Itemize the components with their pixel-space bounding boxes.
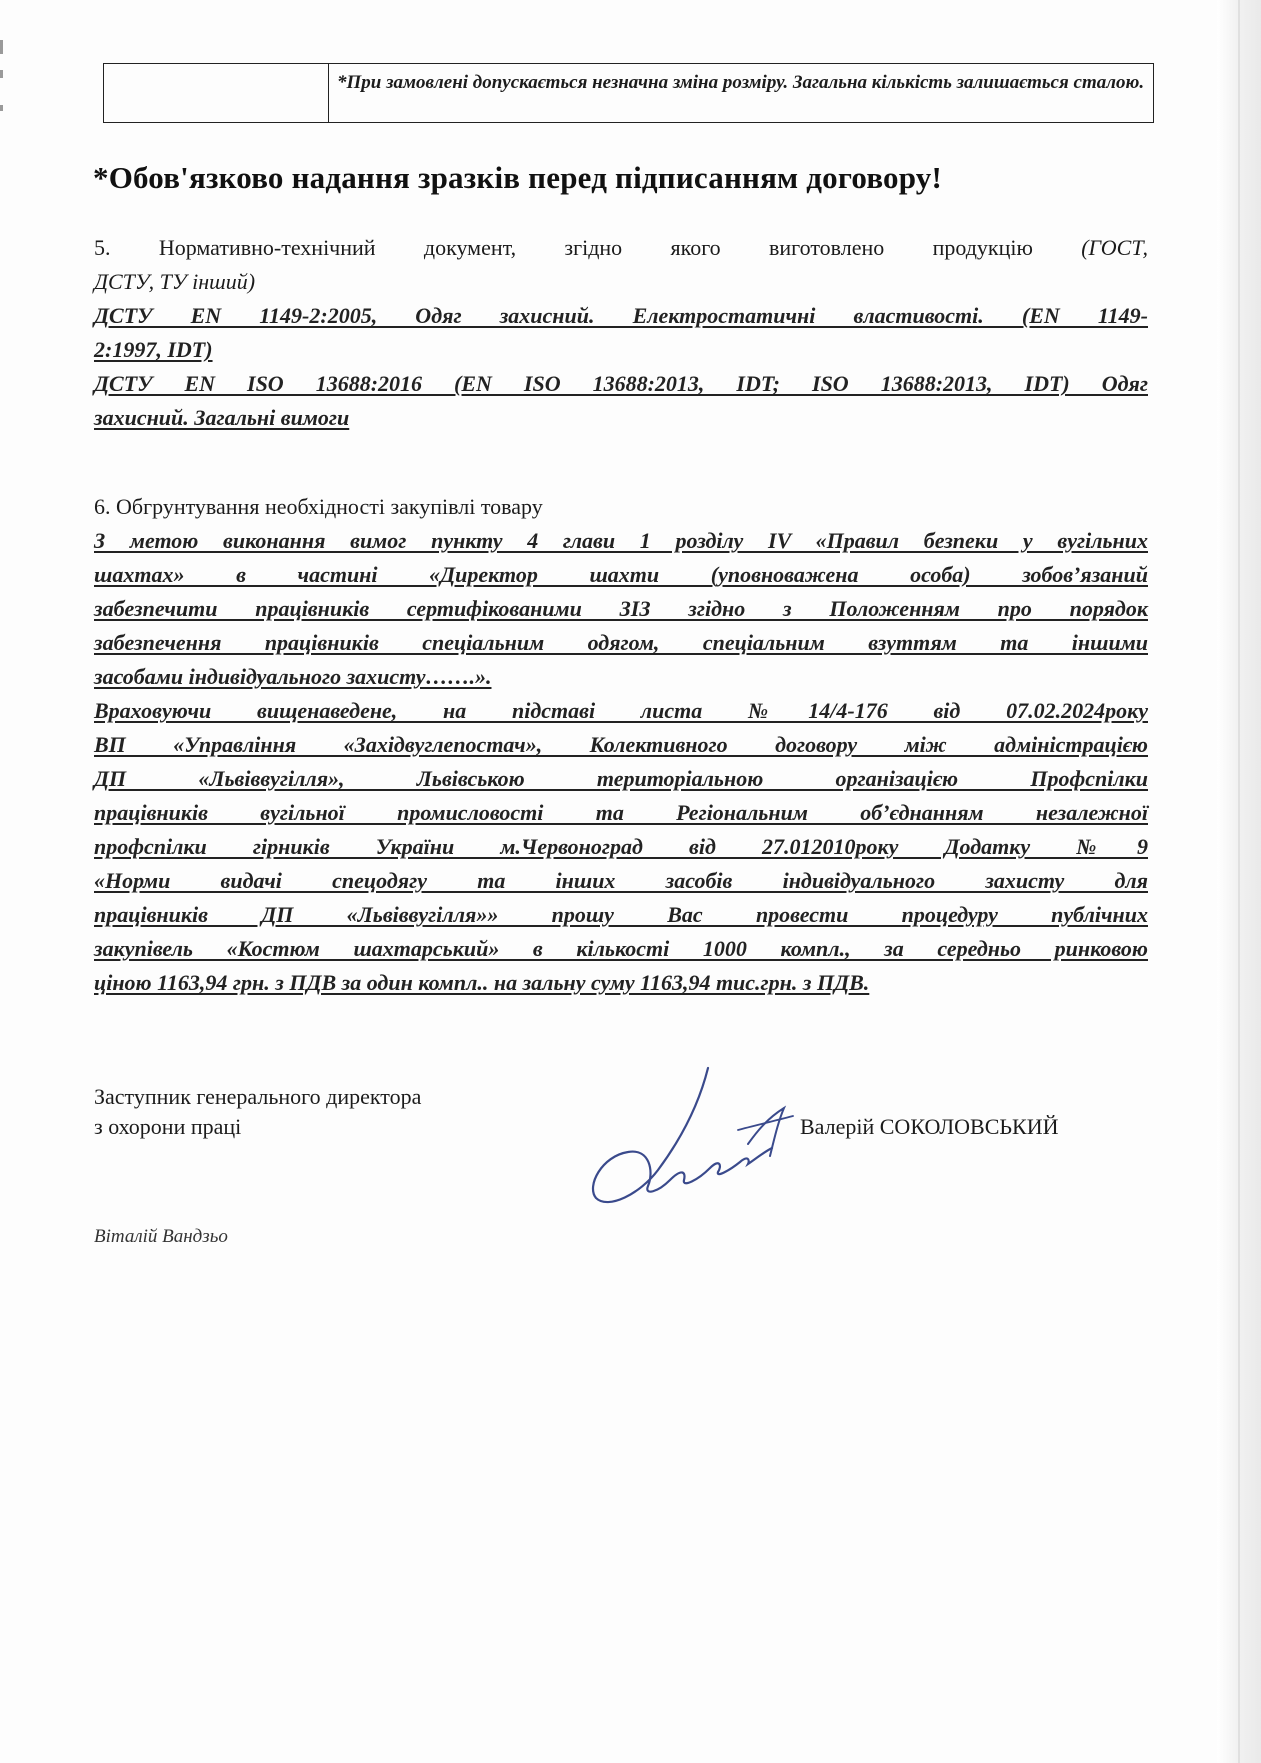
section-5-intro-text: 5. Нормативно-технічний документ, згідно якого виготовлено продукцію [94,235,1082,260]
signatory-name: Валерій СОКОЛОВСЬКИЙ [800,1114,1059,1139]
paragraph-1-line: З метою виконання вимог пункту 4 глави 1 розділу IV «Правил безпеки у вугільних [94,528,1148,553]
paragraph-1-line: забезпечити працівників сертифікованими ЗІЗ згідно з Положенням про порядок [94,596,1148,621]
paragraph-2-line: працівників ДП «Львіввугілля»» прошу Вас провести процедуру публічних [94,902,1148,927]
section-6 [94,490,1148,1000]
standard-2-line-2: захисний. Загальні вимоги [94,405,350,430]
scan-mark [0,40,3,54]
handwritten-signature [588,1060,803,1220]
section-5 [94,231,1148,435]
standard-1-line-2: 2:1997, IDT) [94,337,213,362]
notes-table-empty-cell [104,64,329,122]
section-5-intro-line-1 [94,231,1148,265]
paragraph-2-line: працівників вугільної промисловості та Регіональним об’єднанням незалежної [94,800,1148,825]
paragraph-1-line: шахтах» в частині «Директор шахти (уповноважена особа) зобов’язаний [94,562,1148,587]
section-6-title: 6. Обгрунтування необхідності закупівлі товару [94,494,543,519]
scan-edge-line [1238,0,1240,1763]
paragraph-2-line: профспілки гірників України м.Червоноград від 27.012010року Додатку №9 [94,834,1148,859]
standard-1-line-1: ДСТУ EN 1149-2:2005, Одяг захисний. Електростатичні властивості. (EN 1149- [94,303,1148,328]
paragraph-2-line: ВП «Управління «Західвуглепостач», Колективного договору між адміністрацією [94,732,1148,757]
scan-mark [0,105,3,111]
justification-paragraph-2 [94,694,1148,1000]
paragraph-1-line: забезпечення працівників спеціальним одягом, спеціальним взуттям та іншими [94,630,1148,655]
standard-2-line-1: ДСТУ EN ISO 13688:2016 (EN ISO 13688:2013, IDT; ISO 13688:2013, IDT) Одяг [94,371,1148,396]
section-5-intro-italic: (ГОСТ, [1081,235,1148,260]
paragraph-2-line: Враховуючи вищенаведене, на підставі листа №14/4-176 від 07.02.2024року [94,698,1148,723]
notes-table [103,63,1154,123]
paragraph-2-line: закупівель «Костюм шахтарський» в кількості 1000 компл., за середньо ринковою [94,936,1148,961]
signatory-position [94,1082,421,1142]
paragraph-2-line: ДП «Львіввугілля», Львівською територіальною організацією Профспілки [94,766,1148,791]
signatory-position-line-2: з охорони праці [94,1114,242,1139]
section-5-intro-line-2: ДСТУ, ТУ інший) [94,269,256,294]
paragraph-2-line: ціною 1163,94 грн. з ПДВ за один компл.. на зальну суму 1163,94 тис.грн. з ПДВ. [94,970,870,995]
signatory-position-line-1: Заступник генерального директора [94,1084,422,1109]
notes-table-note: *При замовлені допускається незначна зміна розміру. Загальна кількість залишається сталою. [337,72,1145,93]
paragraph-2-line: «Норми видачі спецодягу та інших засобів індивідуального захисту для [94,868,1148,893]
document-author: Віталій Вандзьо [94,1226,228,1247]
samples-required-heading: *Обов'язково надання зразків перед підписанням договору! [93,160,943,195]
justification-paragraph-1 [94,524,1148,694]
scan-mark [0,70,3,78]
paragraph-1-line: засобами індивідуального захисту…….». [94,664,492,689]
